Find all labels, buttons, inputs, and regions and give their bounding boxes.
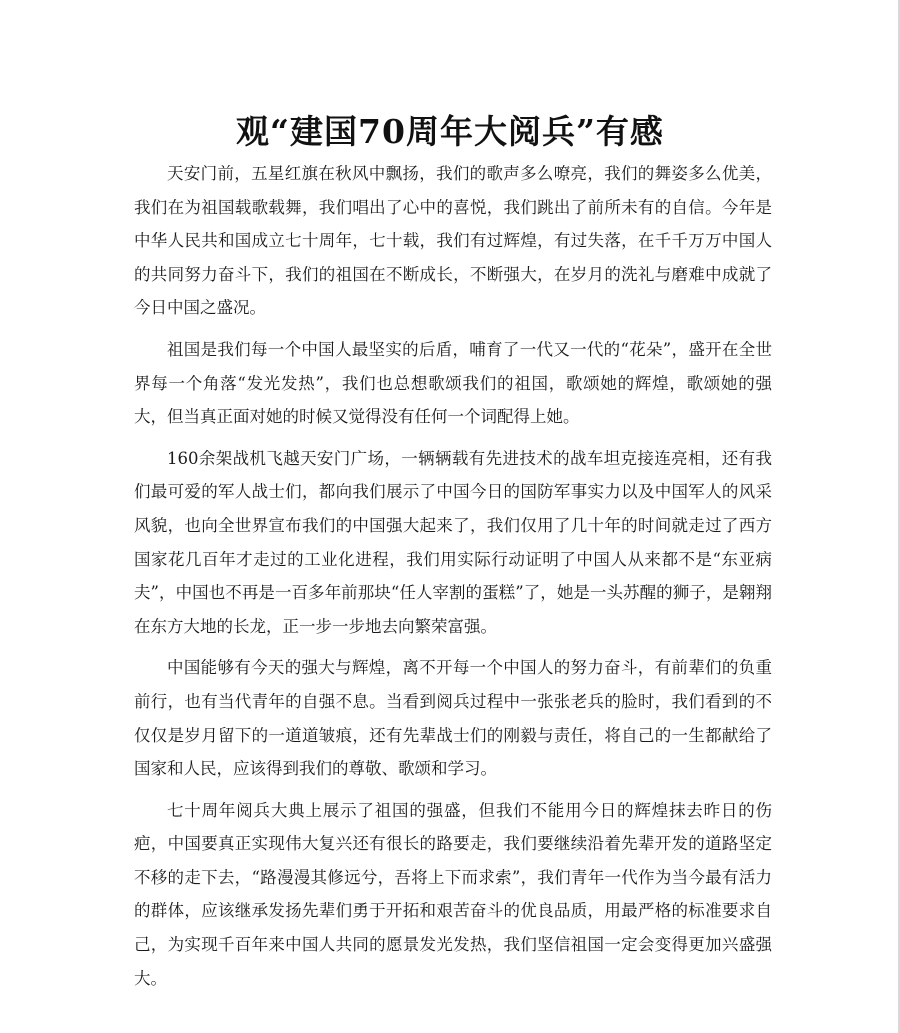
paragraph-1: 天安门前，五星红旗在秋风中飘扬，我们的歌声多么嘹亮，我们的舞姿多么优美，我们在为祖国载歌载舞，我们唱出了心中的喜悦，我们跳出了前所未有的自信。今年是中华人民共和国成立七十周年，七十载，我们有过辉煌，有过失落，在千千万万中国人的共同努力奋斗下，我们的祖国在不断成长，不断强大，在岁月的洗礼与磨难中成就了今日中国之盛况。 — [134, 164, 772, 318]
paragraph-5: 七十周年阅兵大典上展示了祖国的强盛，但我们不能用今日的辉煌抹去昨日的伤疤，中国要真正实现伟大复兴还有很长的路要走，我们要继续沿着先辈开发的道路坚定不移的走下去，“路漫漫其修远兮，吾将上下而求索”，我们青年一代作为当今最有活力的群体，应该继承发扬先辈们勇于开拓和艰苦奋斗的优良品质，用最严格的标准要求自己，为实现千百年来中国人共同的愿景发光发热，我们坚信祖国一定会变得更加兴盛强大。 — [134, 800, 772, 988]
paragraph-4: 中国能够有今天的强大与辉煌，离不开每一个中国人的努力奋斗，有前辈们的负重前行，也有当代青年的自强不息。当看到阅兵过程中一张张老兵的脸时，我们看到的不仅仅是岁月留下的一道道皱痕，还有先辈战士们的刚毅与责任，将自己的一生都献给了国家和人民，应该得到我们的尊敬、歌颂和学习。 — [134, 658, 772, 779]
paragraph-2: 祖国是我们每一个中国人最坚实的后盾，哺育了一代又一代的“花朵”，盛开在全世界每一个角落“发光发热”，我们也总想歌颂我们的祖国，歌颂她的辉煌，歌颂她的强大，但当真正面对她的时候又觉得没有任何一个词配得上她。 — [134, 339, 772, 427]
paragraph-3: 160余架战机飞越天安门广场，一辆辆载有先进技术的战车坦克接连亮相，还有我们最可爱的军人战士们，都向我们展示了中国今日的国防军事实力以及中国军人的风采风貌，也向全世界宣布我们的中国强大起来了，我们仅用了几十年的时间就走过了西方国家花几百年才走过的工业化进程，我们用实际行动证明了中国人从来都不是“东亚病夫”，中国也不再是一百多年前那块“任人宰割的蛋糕”了，她是一头苏醒的狮子，是翱翔在东方大地的长龙，正一步一步地去向繁荣富强。 — [134, 448, 772, 636]
document-title: 观“建国70周年大阅兵”有感 — [236, 112, 664, 151]
document-body — [134, 157, 772, 1003]
